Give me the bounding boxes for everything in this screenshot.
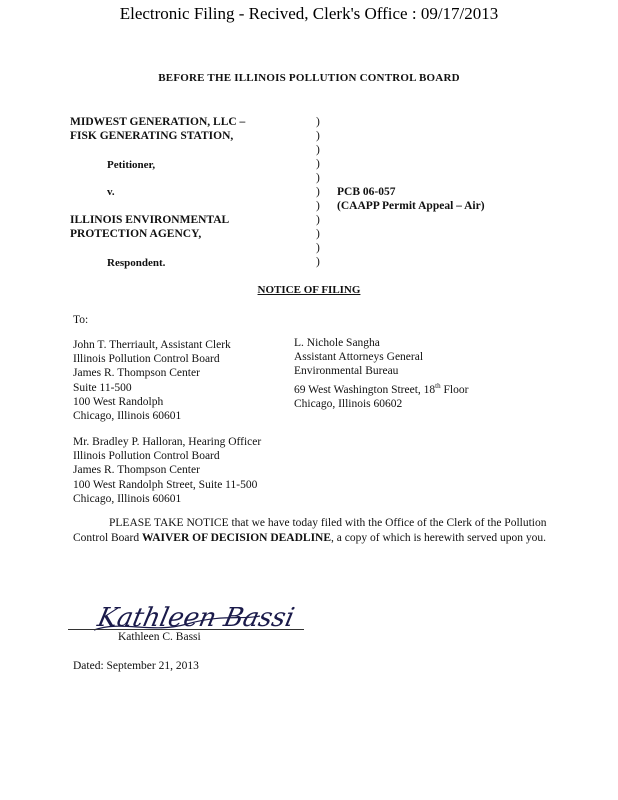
signer-name: Kathleen C. Bassi [118, 631, 201, 643]
caption-paren: ) [316, 130, 320, 142]
body-text-end: , a copy of which is herewith served upon you. [331, 531, 546, 544]
address-line [294, 379, 468, 397]
respondent-name-line1: ILLINOIS ENVIRONMENTAL [70, 214, 230, 226]
versus: v. [107, 186, 115, 198]
respondent-label: Respondent. [107, 257, 166, 269]
caption-paren: ) [316, 116, 320, 128]
caption-paren: ) [316, 256, 320, 268]
to-label: To: [73, 314, 89, 326]
address-line: John T. Therriault, Assistant Clerk [73, 339, 231, 351]
floor-text: Floor [440, 383, 469, 396]
dated-line: Dated: September 21, 2013 [73, 660, 199, 672]
address-line: Chicago, Illinois 60602 [294, 397, 403, 410]
caption-paren: ) [316, 172, 320, 184]
recipient-clerk-address [73, 338, 231, 423]
signature-script-text: Kathleen Bassi [94, 603, 297, 633]
respondent-name-line2: PROTECTION AGENCY, [70, 228, 202, 240]
petitioner-name-line2: FISK GENERATING STATION, [70, 130, 234, 142]
address-line: Illinois Pollution Control Board [73, 450, 220, 463]
case-number: PCB 06-057 [337, 186, 396, 198]
address-line: Illinois Pollution Control Board [73, 353, 220, 366]
caption-paren: ) [316, 242, 320, 254]
board-title: BEFORE THE ILLINOIS POLLUTION CONTROL BOARD [158, 72, 460, 84]
address-line: L. Nichole Sangha [294, 337, 380, 349]
address-line: Assistant Attorneys General [294, 351, 424, 364]
address-line: James R. Thompson Center [73, 464, 200, 477]
caption-paren: ) [316, 186, 320, 198]
electronic-filing-header: Electronic Filing - Recived, Clerk's Office : 09/17/2013 [119, 4, 499, 23]
address-line: 100 West Randolph Street, Suite 11-500 [73, 478, 258, 491]
caption-paren: ) [316, 144, 320, 156]
recipient-attorney-address [294, 336, 468, 411]
caption-paren: ) [316, 158, 320, 170]
address-line: Chicago, Illinois 60601 [73, 492, 182, 505]
caption-paren: ) [316, 228, 320, 240]
filed-document-title: WAIVER OF DECISION DEADLINE [142, 531, 332, 544]
notice-body-paragraph [73, 516, 553, 545]
address-line: Chicago, Illinois 60601 [73, 410, 182, 423]
address-line: Suite 11-500 [73, 381, 132, 394]
case-type: (CAAPP Permit Appeal – Air) [337, 200, 485, 212]
notice-title: NOTICE OF FILING [257, 284, 361, 296]
caption-paren: ) [316, 214, 320, 226]
caption-paren: ) [316, 200, 320, 212]
signature-line [68, 629, 304, 630]
street-text: 69 West Washington Street, 18 [294, 383, 436, 396]
body-text: PLEASE TAKE NOTICE that we have today filed with the Office of the Clerk of the Pollution Control Board [73, 517, 547, 544]
address-line: James R. Thompson Center [73, 367, 200, 380]
recipient-hearing-officer-address [73, 435, 261, 506]
petitioner-label: Petitioner, [107, 159, 156, 171]
floor-suffix: th [435, 381, 441, 390]
petitioner-name-line1: MIDWEST GENERATION, LLC – [70, 116, 246, 128]
address-line: Environmental Bureau [294, 365, 399, 378]
address-line: 100 West Randolph [73, 395, 164, 408]
address-line: Mr. Bradley P. Halloran, Hearing Officer [73, 436, 262, 448]
